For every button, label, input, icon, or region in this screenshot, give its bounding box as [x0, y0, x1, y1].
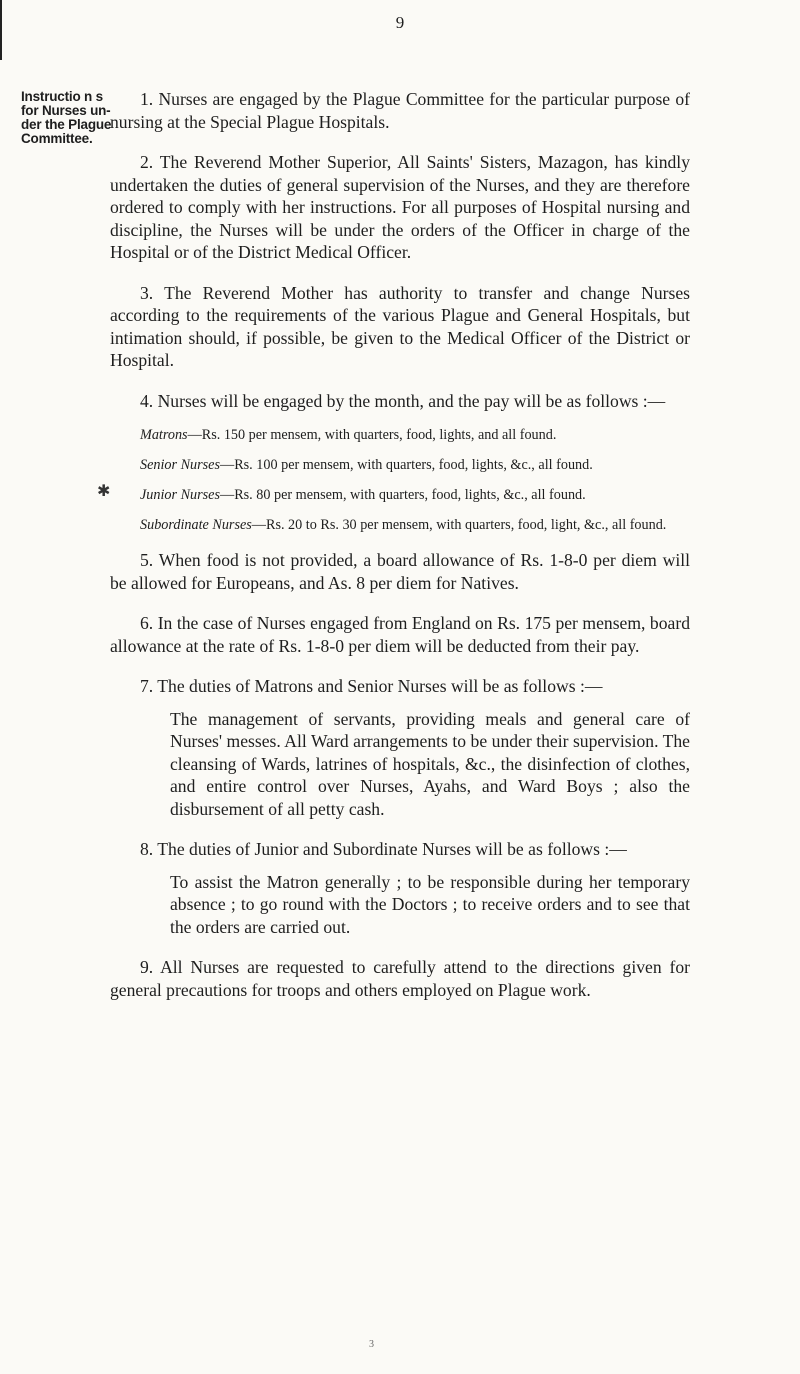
pay-scale-list	[110, 426, 690, 535]
paragraph-8: 8. The duties of Junior and Subordinate Nurses will be as follows :—	[140, 839, 627, 859]
margin-note-line: Instructio n s	[21, 89, 103, 104]
margin-note-line: Committee.	[21, 131, 93, 146]
pay-item-key: Subordinate Nurses	[140, 517, 252, 533]
paragraph-9: 9. All Nurses are requested to carefully attend to the directions given for general precautions for troops and others employed on Plague work.	[110, 957, 690, 1000]
pay-item-key: Senior Nurses	[140, 457, 221, 473]
margin-note-line: der the Plague	[21, 117, 112, 132]
margin-note-line: for Nurses un-	[21, 103, 111, 118]
margin-mark-icon: ✱	[97, 483, 111, 500]
pay-item-key: Junior Nurses	[140, 487, 221, 503]
document-body	[110, 88, 690, 1019]
paragraph-7-duties	[170, 708, 690, 821]
paragraph-4: 4. Nurses will be engaged by the month, and the pay will be as follows :—	[140, 390, 666, 411]
pay-item-junior	[140, 486, 690, 505]
pay-item-text: —Rs. 80 per mensem, with quarters, food, lights, &c., all found.	[220, 487, 586, 503]
pay-item-subordinate	[140, 516, 690, 535]
paragraph-6: 6. In the case of Nurses engaged from England on Rs. 175 per mensem, board allowance at the rate of Rs. 1-8-0 per diem will be deducted from their pay.	[110, 613, 690, 656]
paragraph-1: 1. Nurses are engaged by the Plague Committee for the particular purpose of nursing at the Special Plague Hospitals.	[110, 89, 690, 132]
paragraph-7: 7. The duties of Matrons and Senior Nurses will be as follows :—	[140, 676, 603, 696]
pay-item-key: Matrons	[140, 427, 188, 443]
pay-item-text: —Rs. 100 per mensem, with quarters, food, lights, &c., all found.	[220, 457, 593, 473]
margin-note	[21, 89, 112, 146]
duties-text: To assist the Matron generally ; to be responsible during her temporary absence ; to go round with the Doctors ; to receive orders and to see that the orders are carried out.	[170, 871, 690, 937]
page-number: 9	[395, 13, 405, 32]
paragraph-3: 3. The Reverend Mother has authority to transfer and change Nurses according to the requirements of the various Plague and General Hospitals, but intimation should, if possible, be given to the Medical Officer of the District or Hospital.	[110, 282, 690, 370]
paragraph-8-duties	[170, 871, 690, 939]
pay-item-text: —Rs. 20 to Rs. 30 per mensem, with quarters, food, light, &c., all found.	[251, 517, 667, 533]
pay-item-text: —Rs. 150 per mensem, with quarters, food, lights, and all found.	[187, 427, 557, 443]
pay-item-senior	[140, 456, 690, 475]
duties-text: The management of servants, providing meals and general care of Nurses' messes. All Ward arrangements to be under their supervision. The cleansing of Wards, latrines of hospitals, &c., the disinfection of clothes, and entire control over Nurses, Ayahs, and Ward Boys ; also the disbursement of all petty cash.	[170, 708, 690, 819]
pay-item-matrons	[140, 426, 690, 445]
signature-mark: 3	[369, 1339, 374, 1350]
paragraph-2: 2. The Reverend Mother Superior, All Saints' Sisters, Mazagon, has kindly undertaken the duties of general supervision of the Nurses, and they are therefore ordered to comply with her instructions. For all purposes of Hospital nursing and discipline, the Nurses will be under the orders of the Officer in charge of the Hospital or of the District Medical Officer.	[110, 152, 690, 262]
paragraph-5: 5. When food is not provided, a board allowance of Rs. 1-8-0 per diem will be allowed for Europeans, and As. 8 per diem for Natives.	[110, 550, 690, 593]
